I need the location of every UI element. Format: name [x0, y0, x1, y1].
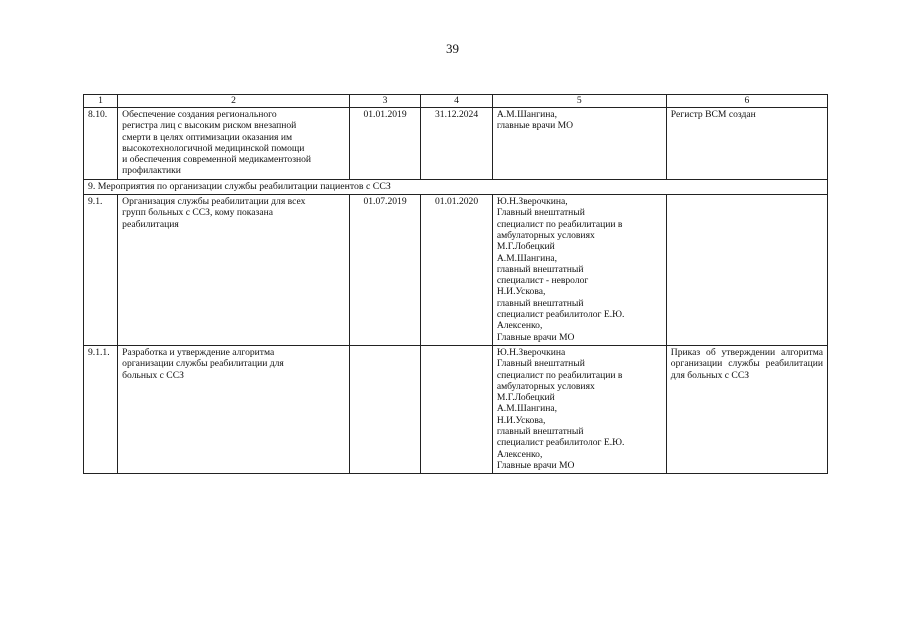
responsible-line: амбулаторных условиях	[496, 229, 595, 241]
header-cell: 5	[492, 95, 666, 108]
section-title: 9. Мероприятия по организации службы реабилитации пациентов с ССЗ	[84, 179, 828, 194]
result: Приказ об утверждении алгоритма организации службы реабилитации для больных с ССЗ	[666, 345, 827, 473]
responsible-line: А.М.Шангина,	[496, 252, 557, 264]
header-cell: 3	[349, 95, 421, 108]
responsible-line: Главный внештатный	[496, 207, 585, 219]
row-number: 9.1.1.	[84, 345, 118, 473]
responsible-line: специалист реабилитолог Е.Ю.	[496, 437, 625, 449]
start-date: 01.01.2019	[349, 108, 421, 180]
activity-name	[118, 108, 350, 180]
table-row	[84, 345, 828, 473]
start-date: 01.07.2019	[349, 195, 421, 346]
activity-name-line: организации службы реабилитации для	[122, 358, 284, 370]
responsible-line: специалист - невролог	[496, 275, 589, 287]
responsible-line: Главные врачи МО	[496, 459, 575, 471]
responsible-line: Н.И.Ускова,	[496, 286, 546, 298]
header-cell: 6	[666, 95, 827, 108]
activity-name-line: смерти в целях оптимизации оказания им	[122, 131, 293, 143]
activity-name-line: регистра лиц с высоким риском внезапной	[122, 120, 297, 132]
responsible-line: Ю.Н.Зверочкина	[496, 346, 566, 358]
responsible-line: Главный внештатный	[496, 358, 585, 370]
page-number: 39	[446, 41, 459, 56]
responsible-line: специалист по реабилитации в	[496, 369, 623, 381]
activity-name	[118, 195, 350, 346]
activity-name-line: профилактики	[122, 165, 181, 177]
responsible-line: амбулаторных условиях	[496, 380, 595, 392]
table-row	[84, 108, 828, 180]
section-row	[84, 179, 828, 194]
responsible-line: главный внештатный	[496, 297, 584, 309]
activity-name-line: больных с ССЗ	[122, 369, 184, 381]
activity-name-line: реабилитация	[122, 218, 179, 230]
row-number: 8.10.	[84, 108, 118, 180]
start-date	[349, 345, 421, 473]
responsible-line: главные врачи МО	[496, 120, 574, 132]
responsible-line: главный внештатный	[496, 426, 584, 438]
responsible-line: специалист по реабилитации в	[496, 218, 623, 230]
header-cell: 4	[421, 95, 493, 108]
activity-name-line: групп больных с ССЗ, кому показана	[122, 207, 273, 219]
activity-name-line: Обеспечение создания регионального	[122, 109, 277, 120]
responsible-line: главный внештатный	[496, 263, 584, 275]
result	[666, 195, 827, 346]
responsible-line: А.М.Шангина,	[496, 403, 557, 415]
activity-name-line: Разработка и утверждение алгоритма	[122, 346, 275, 358]
responsible-line: М.Г.Лобецкий	[496, 392, 555, 404]
responsible-line: Ю.Н.Зверочкина,	[496, 196, 568, 208]
end-date	[421, 345, 493, 473]
responsible	[492, 195, 666, 346]
activity-name-line: и обеспечения современной медикаментозной	[122, 154, 312, 166]
responsible-line: Главные врачи МО	[496, 331, 575, 343]
end-date: 31.12.2024	[421, 108, 493, 180]
responsible-line: специалист реабилитолог Е.Ю.	[496, 309, 625, 321]
activity-name	[118, 345, 350, 473]
result: Регистр ВСМ создан	[666, 108, 827, 180]
row-number: 9.1.	[84, 195, 118, 346]
responsible	[492, 345, 666, 473]
header-cell: 1	[84, 95, 118, 108]
table-header-row	[84, 95, 828, 108]
responsible-line: Н.И.Ускова,	[496, 414, 546, 426]
table-row	[84, 195, 828, 346]
header-cell: 2	[118, 95, 350, 108]
responsible-line: Алексенко,	[496, 448, 543, 460]
end-date: 01.01.2020	[421, 195, 493, 346]
activity-name-line: высокотехнологичной медицинской помощи	[122, 142, 305, 154]
responsible-line: Алексенко,	[496, 320, 543, 332]
responsible-line: А.М.Шангина,	[496, 109, 557, 120]
document-table	[83, 94, 828, 474]
responsible	[492, 108, 666, 180]
responsible-line: М.Г.Лобецкий	[496, 241, 555, 253]
activity-name-line: Организация службы реабилитации для всех	[122, 196, 306, 208]
